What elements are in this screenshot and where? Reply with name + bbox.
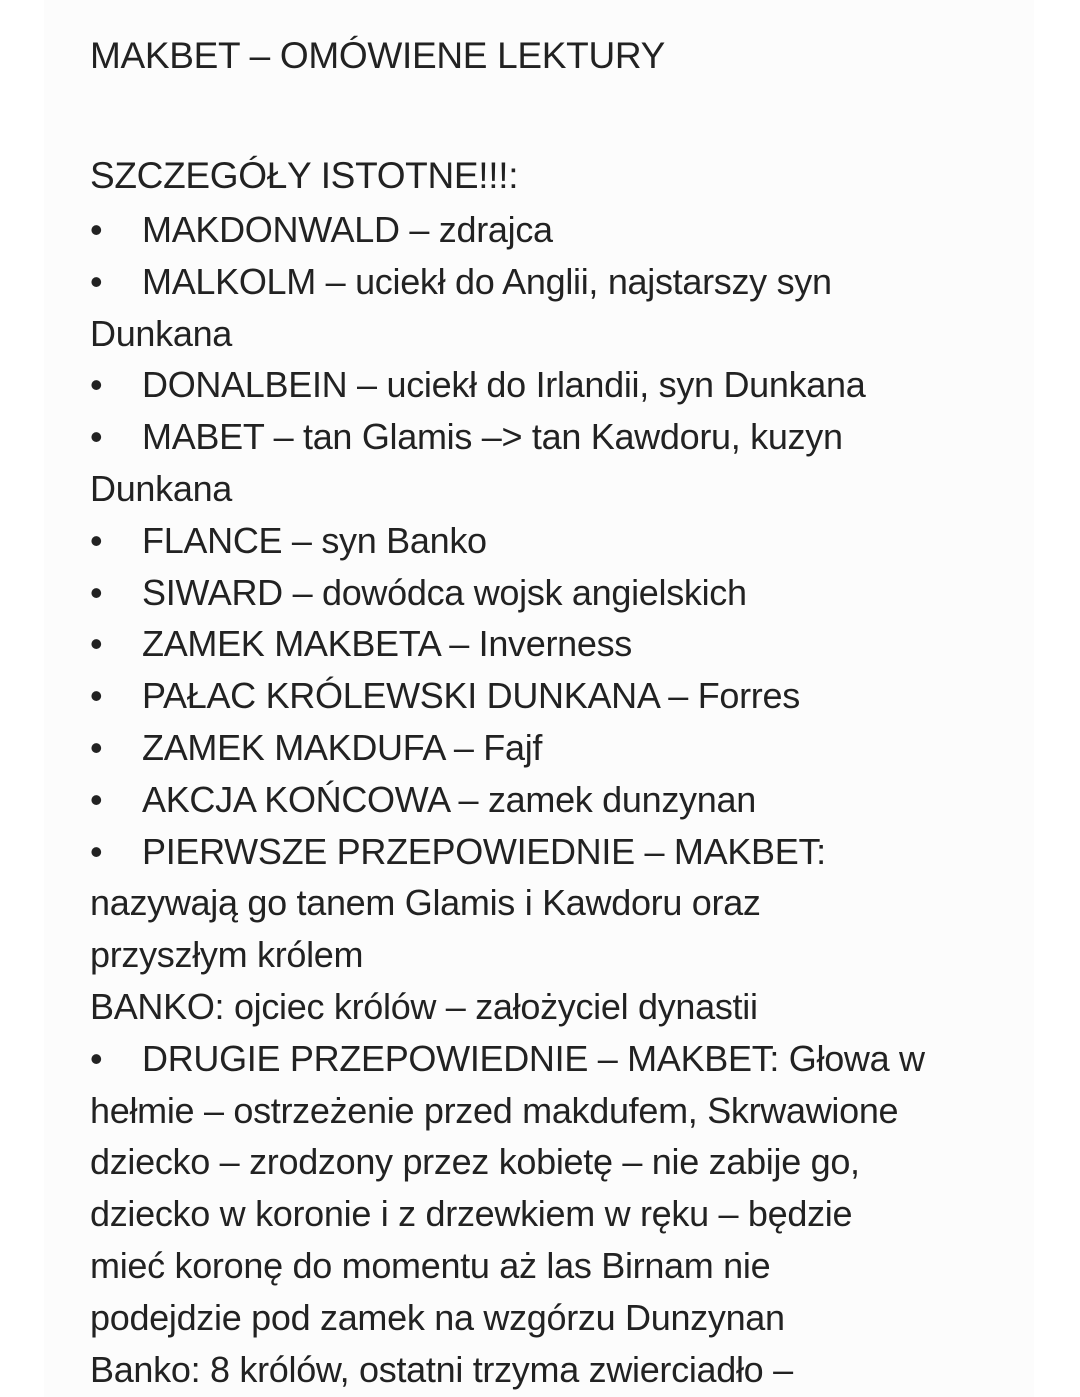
- list-item-line: [90, 308, 990, 360]
- list-item-text: FLANCE – syn Banko: [142, 519, 487, 561]
- list-item: [90, 359, 990, 411]
- list-item-line: [90, 722, 990, 774]
- list-item-text: PAŁAC KRÓLEWSKI DUNKANA – Forres: [142, 675, 800, 717]
- list-item-line: [90, 670, 990, 722]
- list-item-line: [90, 463, 990, 515]
- list-item-text: przyszłym królem: [90, 934, 364, 976]
- bullet-icon: •: [90, 260, 103, 302]
- list-item-line: [90, 256, 990, 308]
- list-item-line: [90, 1085, 990, 1137]
- list-item-text: podejdzie pod zamek na wzgórzu Dunzynan: [90, 1296, 785, 1338]
- list-item-text: Banko: 8 królów, ostatni trzyma zwierciadło –: [90, 1348, 793, 1390]
- list-item-line: [90, 411, 990, 463]
- list-item: [90, 411, 990, 515]
- list-item-text: hełmie – ostrzeżenie przed makdufem, Skrwawione: [90, 1089, 899, 1131]
- list-item: [90, 204, 990, 256]
- list-item: [90, 618, 990, 670]
- list-item: [90, 722, 990, 774]
- list-item-line: [90, 1033, 990, 1085]
- list-item-text: dziecko w koronie i z drzewkiem w ręku – będzie: [90, 1193, 853, 1235]
- list-item: [90, 670, 990, 722]
- bullet-icon: •: [90, 209, 103, 250]
- list-item-line: [90, 929, 990, 981]
- list-item: [90, 1033, 990, 1396]
- document-page: [44, 0, 1034, 1397]
- bullet-icon: •: [90, 416, 103, 458]
- document-content: [90, 30, 990, 1395]
- list-item-text: mieć koronę do momentu aż las Birnam nie: [90, 1244, 771, 1286]
- list-item-line: [90, 826, 990, 878]
- list-item-line: [90, 1344, 990, 1396]
- bullet-icon: •: [90, 778, 103, 820]
- bullet-icon: •: [90, 830, 103, 872]
- bullet-icon: •: [90, 571, 103, 613]
- list-item-line: [90, 359, 990, 411]
- list-item-line: [90, 618, 990, 670]
- bullet-icon: •: [90, 726, 103, 768]
- list-item-line: [90, 981, 990, 1033]
- list-item-text: Dunkana: [90, 467, 233, 509]
- list-item-text: DONALBEIN – uciekł do Irlandii, syn Dunkana: [142, 364, 866, 406]
- bullet-list: [90, 204, 990, 1395]
- list-item-line: [90, 204, 990, 256]
- list-item-text: Dunkana: [90, 312, 233, 354]
- list-item: [90, 567, 990, 619]
- bullet-icon: •: [90, 519, 103, 561]
- document-title: MAKBET – OMÓWIENE LEKTURY: [90, 35, 666, 76]
- list-item: [90, 515, 990, 567]
- list-item-line: [90, 567, 990, 619]
- list-item-line: [90, 1292, 990, 1344]
- section-heading: SZCZEGÓŁY ISTOTNE!!!:: [90, 155, 519, 196]
- list-item-text: PIERWSZE PRZEPOWIEDNIE – MAKBET:: [142, 830, 826, 872]
- list-item-line: [90, 1240, 990, 1292]
- list-item-text: SIWARD – dowódca wojsk angielskich: [142, 571, 747, 613]
- list-item: [90, 826, 990, 1033]
- list-item-line: [90, 774, 990, 826]
- list-item-text: MABET – tan Glamis –> tan Kawdoru, kuzyn: [142, 416, 843, 458]
- bullet-icon: •: [90, 623, 103, 665]
- list-item-text: DRUGIE PRZEPOWIEDNIE – MAKBET: Głowa w: [142, 1037, 925, 1079]
- list-item-line: [90, 1136, 990, 1188]
- list-item-line: [90, 515, 990, 567]
- spacer: [90, 82, 990, 148]
- list-item-text: ZAMEK MAKDUFA – Fajf: [142, 726, 543, 768]
- list-item-text: BANKO: ojciec królów – założyciel dynastii: [90, 985, 758, 1027]
- list-item-text: nazywają go tanem Glamis i Kawdoru oraz: [90, 882, 761, 924]
- list-item-text: MALKOLM – uciekł do Anglii, najstarszy syn: [142, 260, 832, 302]
- list-item: [90, 256, 990, 360]
- bullet-icon: •: [90, 364, 103, 406]
- list-item-line: [90, 1188, 990, 1240]
- bullet-icon: •: [90, 675, 103, 717]
- list-item-text: MAKDONWALD – zdrajca: [142, 209, 553, 250]
- list-item-text: AKCJA KOŃCOWA – zamek dunzynan: [142, 778, 756, 820]
- list-item: [90, 774, 990, 826]
- list-item-line: [90, 877, 990, 929]
- list-item-text: dziecko – zrodzony przez kobietę – nie zabije go,: [90, 1141, 860, 1183]
- bullet-icon: •: [90, 1037, 103, 1079]
- list-item-text: ZAMEK MAKBETA – Inverness: [142, 623, 632, 665]
